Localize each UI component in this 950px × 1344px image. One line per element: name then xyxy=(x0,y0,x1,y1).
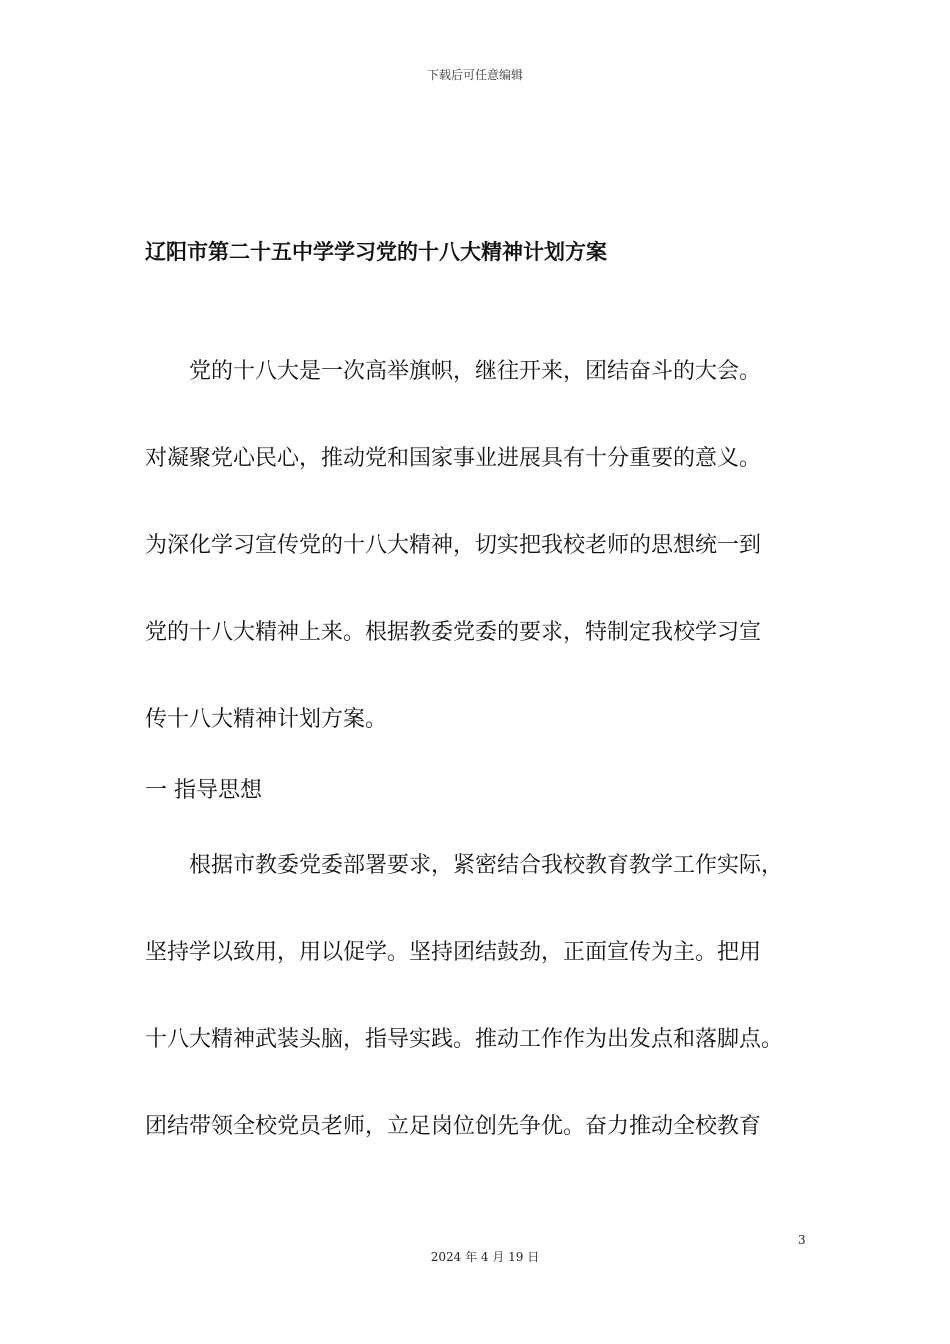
paragraph-line: 为深化学习宣传党的十八大精神，切实把我校老师的思想统一到 xyxy=(145,533,762,558)
paragraph-line: 传十八大精神计划方案。 xyxy=(145,707,388,732)
document-title: 辽阳市第二十五中学学习党的十八大精神计划方案 xyxy=(145,240,607,264)
paragraph-line: 根据市教委党委部署要求，紧密结合我校教育教学工作实际， xyxy=(189,853,784,878)
paragraph-line: 团结带领全校党员老师，立足岗位创先争优。奋力推动全校教育 xyxy=(145,1114,762,1139)
paragraph-line: 党的十八大精神上来。根据教委党委的要求，特制定我校学习宣 xyxy=(145,620,762,645)
paragraph-line: 十八大精神武装头脑，指导实践。推动工作作为出发点和落脚点。 xyxy=(145,1027,784,1052)
paragraph-line: 对凝聚党心民心，推动党和国家事业进展具有十分重要的意义。 xyxy=(145,446,762,471)
footer-date: 2024 年 4 月 19 日 xyxy=(430,1250,540,1264)
header-note: 下载后可任意编辑 xyxy=(426,68,523,82)
section-heading: 一 指导思想 xyxy=(145,778,262,803)
page-number: 3 xyxy=(798,1233,806,1247)
paragraph-line: 坚持学以致用，用以促学。坚持团结鼓劲，正面宣传为主。把用 xyxy=(145,940,762,965)
paragraph-line: 党的十八大是一次高举旗帜，继往开来，团结奋斗的大会。 xyxy=(189,359,762,384)
